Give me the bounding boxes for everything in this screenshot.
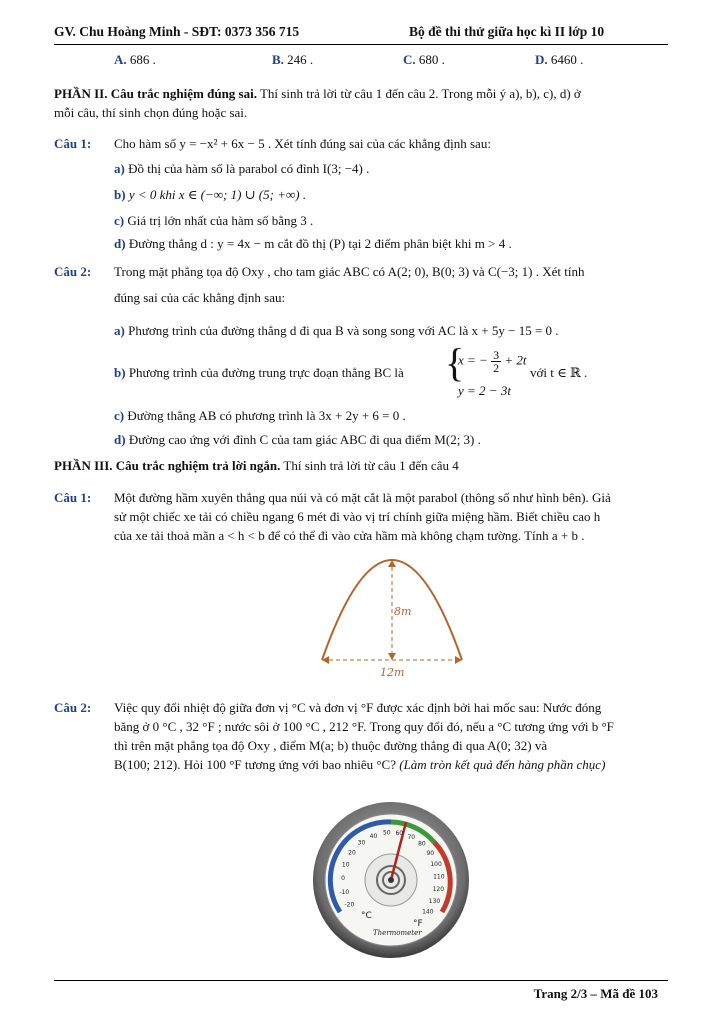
choice-d: D. 6460 .: [535, 52, 584, 67]
part3-title: PHẦN III. Câu trắc nghiệm trả lời ngắn.: [54, 458, 281, 473]
p2-q2-d: d) Đường cao ứng với đỉnh C của tam giác ABC đi qua điểm M(2; 3) .: [114, 432, 481, 447]
p2-q1-c: c) Giá trị lớn nhất của hàm số bằng 3 .: [114, 213, 314, 228]
tunnel-parabola-figure: [314, 552, 470, 684]
p2-q1-a: a) Đồ thị của hàm số là parabol có đỉnh I(3; −4) .: [114, 161, 370, 176]
celsius-tick: -10: [339, 888, 350, 896]
fahrenheit-tick: 90: [426, 850, 435, 857]
p2-q2-a: a) Phương trình của đường thẳng d đi qua B và song song với AC là x + 5y − 15 = 0 .: [114, 323, 559, 338]
celsius-tick: 40: [369, 832, 378, 840]
choice-c: C. 680 .: [403, 52, 445, 67]
system-brace: {: [445, 340, 465, 385]
system-eq1: x = − $\frac{3}{2}$ + 2t: [458, 348, 527, 375]
choice-b: B. 246 .: [272, 52, 314, 67]
fahrenheit-tick: 140: [422, 908, 434, 916]
thermometer-dial-figure: [309, 800, 473, 960]
height-label: 8m: [394, 605, 412, 618]
p2-q2-c: c) Đường thẳng AB có phương trình là 3x + 2y + 6 = 0 .: [114, 408, 406, 423]
header-title: Bộ đề thi thử giữa học kì II lớp 10: [409, 24, 605, 39]
fahrenheit-tick: 100: [430, 861, 442, 869]
p2-q1-d: d) Đường thẳng d : y = 4x − m cắt đồ thị (P) tại 2 điểm phân biệt khi m > 4 .: [114, 236, 512, 251]
fahrenheit-tick: 130: [428, 897, 441, 905]
celsius-tick: 10: [341, 861, 350, 869]
dial-brand-label: Thermometer: [373, 929, 422, 937]
p2-q2-stem2: đúng sai của các khẳng định sau:: [114, 290, 286, 305]
arrow-down-icon: [388, 653, 396, 660]
celsius-tick: 30: [357, 839, 366, 847]
part2-title: PHẦN II. Câu trắc nghiệm đúng sai.: [54, 86, 257, 101]
p2-q2-stem1: Trong mặt phẳng tọa độ Oxy , cho tam giác ABC có A(2; 0), B(0; 3) và C(−3; 1) . Xét tính: [114, 264, 585, 279]
system-domain: với t ∈ ℝ .: [530, 365, 588, 380]
fraction: $\frac{3}{2}$: [493, 348, 500, 375]
celsius-tick: 20: [348, 849, 356, 857]
p2-q2-label: Câu 2:: [54, 264, 92, 279]
fahrenheit-tick: 80: [418, 840, 426, 848]
part3-intro: PHẦN III. Câu trắc nghiệm trả lời ngắn. Thí sinh trả lời từ câu 1 đến câu 4: [54, 458, 459, 473]
part2-intro: PHẦN II. Câu trắc nghiệm đúng sai. Thí sinh trả lời từ câu 1 đến câu 2. Trong mỗi ý a), b), c), d) ở mỗi câu, thí sinh chọn đúng hoặc sai.: [54, 86, 581, 120]
p3-q2-text: Việc quy đổi nhiệt độ giữa đơn vị °C và đơn vị °F được xác định bởi hai mốc sau: Nước đóng băng ở 0 °C , 32 °F ; nước sôi ở 100 °C , 212 °F. Trong quy đổi đó, nếu a °C tương ứng với b °F thì trên mặt phẳng tọa độ Oxy , điểm M(a; b) thuộc đường thẳng đi qua A(0; 32) và B(100; 212). Hỏi 100 °F tương ứng với bao nhiêu °C? (Làm tròn kết quả đến hàng phần chục): [114, 700, 614, 772]
p2-q1-label: Câu 1:: [54, 136, 92, 151]
p3-q2-label: Câu 2:: [54, 700, 92, 715]
celsius-tick: 50: [382, 829, 391, 837]
celsius-unit-label: °C: [361, 911, 372, 921]
fahrenheit-tick: 120: [432, 885, 445, 893]
choice-a: A. 686 .: [114, 52, 156, 67]
celsius-tick: 0: [341, 875, 346, 883]
fahrenheit-tick: 60: [395, 830, 404, 838]
p3-q1-text: Một đường hầm xuyên thẳng qua núi và có mặt cắt là một parabol (thông số như hình bên). Giả sử một chiếc xe tải có chiều ngang 6 mét đi vào vị trí chính giữa miệng hầm. Biết chiều cao h của xe tải thoả mãn a < h < b để có thể đi vào cửa hầm mà không chạm tường. Tính a + b .: [114, 490, 611, 543]
fahrenheit-unit-label: °F: [413, 919, 423, 929]
system-eq2: y = 2 − 3t: [458, 383, 511, 398]
p2-q1-stem: Cho hàm số y = −x² + 6x − 5 . Xét tính đúng sai của các khẳng định sau:: [114, 136, 491, 151]
p2-q1-b: b) y < 0 khi x ∈ (−∞; 1) ∪ (5; +∞) .: [114, 187, 307, 202]
page-header: [54, 24, 668, 45]
p3-q1-label: Câu 1:: [54, 490, 92, 505]
fahrenheit-tick: 110: [433, 873, 445, 881]
p2-q2-b: b) Phương trình của đường trung trực đoạn thẳng BC là: [114, 365, 404, 380]
width-label: 12m: [380, 666, 405, 679]
fahrenheit-tick: 70: [407, 834, 416, 841]
celsius-tick: -20: [344, 901, 355, 909]
page-footer: Trang 2/3 – Mã đề 103: [533, 986, 658, 1001]
footer-divider: [54, 980, 668, 981]
header-author: GV. Chu Hoàng Minh - SĐT: 0373 356 715: [54, 24, 300, 39]
needle-pivot: [388, 877, 394, 883]
